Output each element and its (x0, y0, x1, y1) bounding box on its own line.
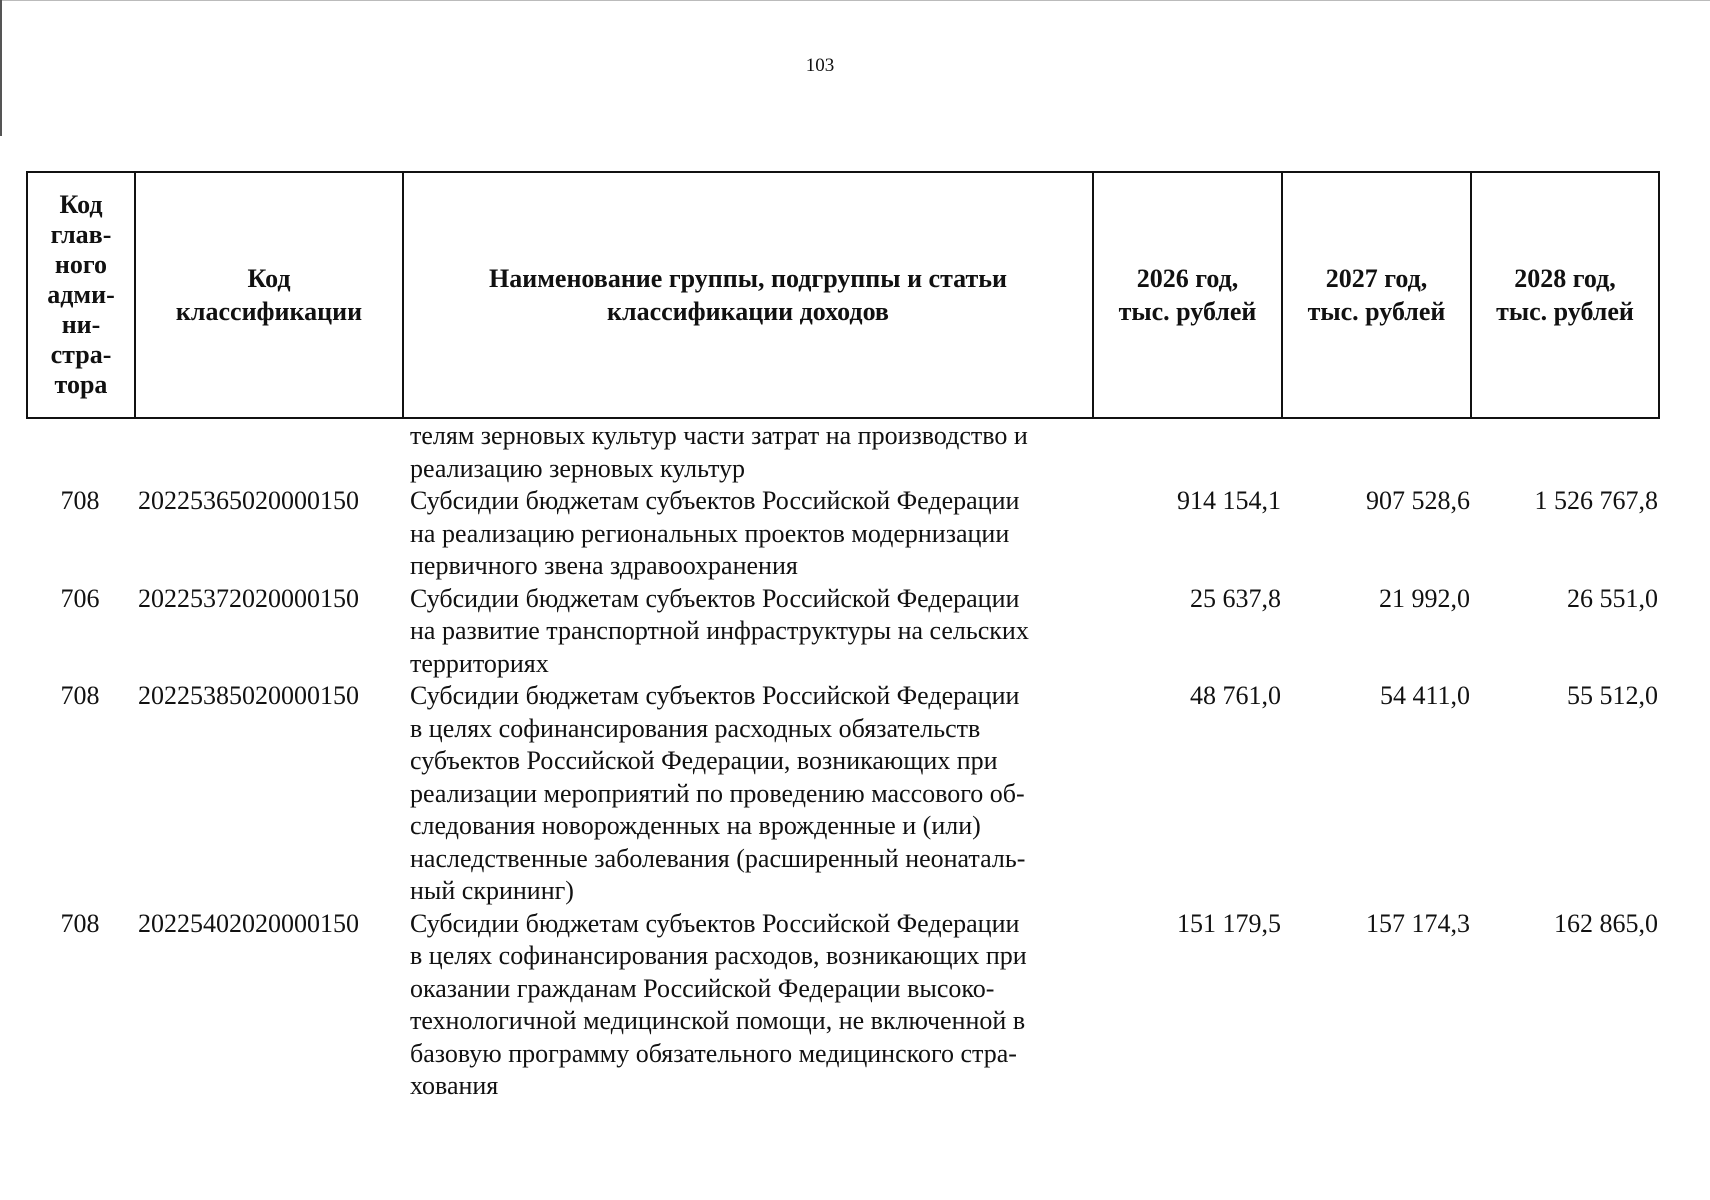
header-year-2026-text: 2026 год, тыс. рублей (1118, 264, 1257, 326)
amount-2026-cell: 48 761,0 (1190, 681, 1281, 710)
header-classification-code (135, 172, 403, 418)
amount-2027-cell: 54 411,0 (1379, 681, 1470, 710)
amount-2028-cell: 55 512,0 (1567, 681, 1658, 710)
amount-2026-cell: 151 179,5 (1177, 908, 1281, 938)
scan-edge-top (0, 0, 1710, 1)
header-name-text: Наименование группы, подгруппы и статьи классификации доходов (488, 264, 1008, 326)
header-admin-code-text: Код глав- ного адми- ни- стра- тора (47, 190, 115, 399)
admin-code-cell (26, 420, 134, 485)
classification-code-cell: 20225402020000150 (138, 908, 359, 938)
page-number: 103 (805, 55, 835, 76)
header-year-2028-text: 2028 год, тыс. рублей (1496, 264, 1634, 326)
amount-2026-cell (1092, 420, 1281, 485)
header-year-2027-text: 2027 год, тыс. рублей (1307, 264, 1446, 326)
table-row (26, 680, 1658, 908)
header-classification-code-text: Код классификации (175, 264, 363, 326)
amount-2028-cell: 162 865,0 (1554, 908, 1658, 938)
header-admin-code (27, 172, 135, 418)
amount-2027-cell: 21 992,0 (1379, 583, 1470, 613)
revenue-name-cell: Субсидии бюджетам субъектов Российской Федерации в целях софинансирования расходных обязательств субъектов Российской Федерации, возникающих при реализации мероприятий по проведению массового об- следования новорожденных на врожденные и (или) наследственные заболевания (расширенный неонаталь- ный скрининг) (410, 681, 1026, 905)
amount-2027-cell: 157 174,3 (1366, 908, 1470, 938)
table-body (26, 420, 1658, 1103)
admin-code-cell: 708 (60, 681, 100, 710)
revenue-name-cell: Субсидии бюджетам субъектов Российской Федерации на развитие транспортной инфраструктуры на сельских территориях (410, 583, 1029, 678)
amount-2028-cell (1470, 420, 1658, 485)
table-row (26, 420, 1658, 485)
table-row (26, 908, 1658, 1103)
table-row (26, 485, 1658, 583)
header-year-2027 (1282, 172, 1471, 418)
amount-2026-cell: 914 154,1 (1177, 486, 1281, 515)
revenue-name-cell: Субсидии бюджетам субъектов Российской Федерации на реализацию региональных проектов модернизации первичного звена здравоохранения (410, 486, 1020, 580)
table-row (26, 583, 1658, 681)
classification-code-cell: 20225365020000150 (138, 486, 359, 515)
amount-2026-cell: 25 637,8 (1190, 583, 1281, 613)
header-year-2028 (1471, 172, 1659, 418)
scan-edge-left (0, 0, 2, 136)
classification-code-cell: 20225385020000150 (138, 681, 359, 710)
table-header (26, 171, 1660, 419)
amount-2027-cell (1281, 420, 1470, 485)
classification-code-cell: 20225372020000150 (138, 583, 359, 613)
header-name (403, 172, 1093, 418)
amount-2028-cell: 1 526 767,8 (1534, 486, 1658, 515)
admin-code-cell: 708 (60, 486, 100, 515)
revenue-name-cell: Субсидии бюджетам субъектов Российской Федерации в целях софинансирования расходов, возникающих при оказании гражданам Российской Федерации высоко- технологичной медицинской помощи, не включенной в базовую программу обязательного медицинского стра- хования (410, 908, 1027, 1100)
amount-2027-cell: 907 528,6 (1366, 486, 1470, 515)
admin-code-cell: 706 (60, 583, 100, 613)
classification-code-cell (134, 420, 402, 485)
admin-code-cell: 708 (60, 908, 100, 938)
header-year-2026 (1093, 172, 1282, 418)
amount-2028-cell: 26 551,0 (1567, 583, 1658, 613)
revenue-name-cell: телям зерновых культур части затрат на производство и реализацию зерновых культур (410, 421, 1028, 483)
